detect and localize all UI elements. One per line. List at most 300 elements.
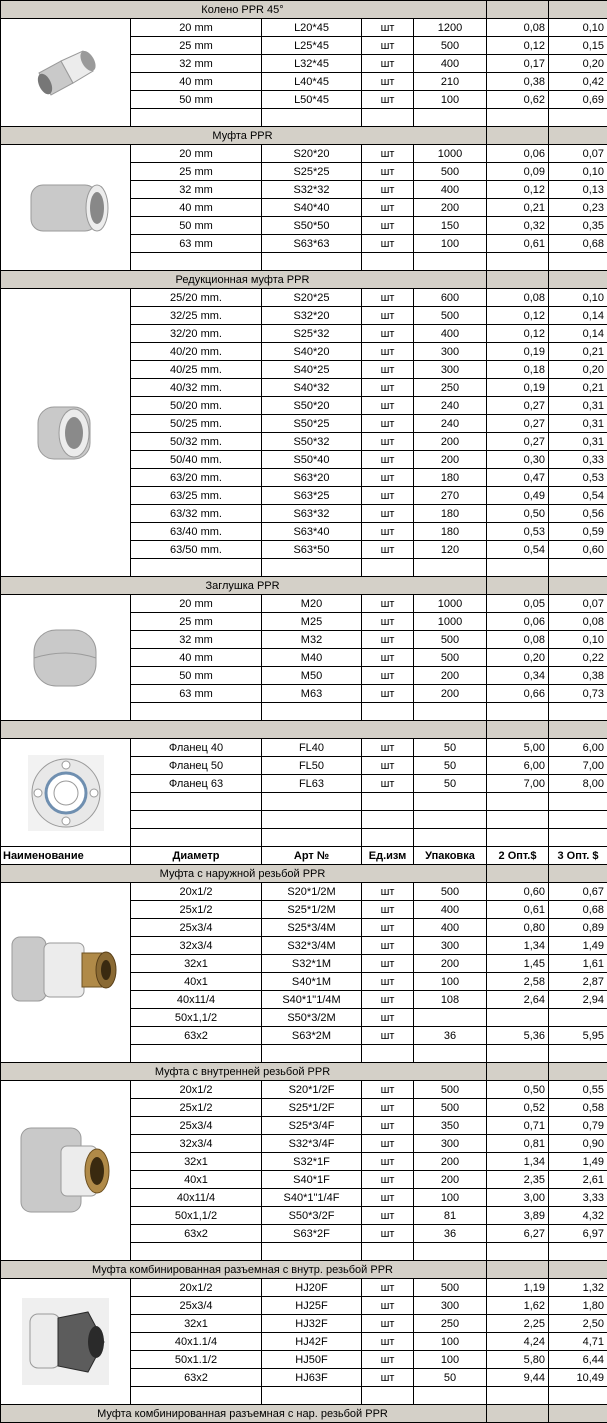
price-opt2-cell: 0,08 (487, 289, 549, 307)
pack-cell: 400 (414, 325, 487, 343)
price-opt3-cell: 0,14 (549, 307, 607, 325)
diameter-cell (131, 253, 262, 271)
empty-cell (549, 865, 607, 883)
pack-cell: 100 (414, 235, 487, 253)
price-opt3-cell: 0,15 (549, 37, 607, 55)
section-title-row (1, 271, 607, 289)
price-opt2-cell: 0,61 (487, 235, 549, 253)
price-opt3-cell: 0,68 (549, 901, 607, 919)
diameter-cell: 40 mm (131, 199, 262, 217)
pack-cell: 50 (414, 739, 487, 757)
price-opt3-cell: 0,31 (549, 415, 607, 433)
pack-cell (414, 811, 487, 829)
section-title: Муфта комбинированная разъемная с нар. резьбой PPR (1, 1405, 487, 1423)
diameter-cell: 40/32 mm. (131, 379, 262, 397)
diameter-cell: Фланец 63 (131, 775, 262, 793)
male-threaded-coupling-icon (1, 883, 131, 1063)
pack-cell: 1000 (414, 613, 487, 631)
price-opt2-cell: 0,61 (487, 901, 549, 919)
price-opt2-cell (487, 1009, 549, 1027)
diameter-cell: 40/20 mm. (131, 343, 262, 361)
diameter-cell: 50/40 mm. (131, 451, 262, 469)
diameter-cell: 20 mm (131, 145, 262, 163)
article-cell: M63 (262, 685, 362, 703)
diameter-cell (131, 793, 262, 811)
pack-cell (414, 1045, 487, 1063)
diameter-cell (131, 559, 262, 577)
pack-cell: 240 (414, 397, 487, 415)
pack-cell: 50 (414, 757, 487, 775)
diameter-cell: 63/20 mm. (131, 469, 262, 487)
price-opt3-cell: 0,79 (549, 1117, 607, 1135)
price-opt2-cell: 2,25 (487, 1315, 549, 1333)
unit-cell: шт (362, 217, 414, 235)
section-title-row (1, 865, 607, 883)
section-title-row (1, 577, 607, 595)
unit-cell: шт (362, 1153, 414, 1171)
price-opt3-cell: 0,38 (549, 667, 607, 685)
price-opt3-cell: 0,73 (549, 685, 607, 703)
article-cell: S50*32 (262, 433, 362, 451)
diameter-cell: 40x11/4 (131, 991, 262, 1009)
price-opt2-cell: 5,80 (487, 1351, 549, 1369)
diameter-cell: 50x1,1/2 (131, 1009, 262, 1027)
article-cell: HJ32F (262, 1315, 362, 1333)
unit-cell: шт (362, 469, 414, 487)
pack-cell: 200 (414, 433, 487, 451)
pack-cell: 500 (414, 1099, 487, 1117)
diameter-cell: 20x1/2 (131, 883, 262, 901)
unit-cell: шт (362, 415, 414, 433)
article-cell: S63*2F (262, 1225, 362, 1243)
article-cell: M20 (262, 595, 362, 613)
unit-cell: шт (362, 91, 414, 109)
price-opt3-cell: 1,49 (549, 1153, 607, 1171)
article-cell: S32*3/4M (262, 937, 362, 955)
price-opt3-cell: 5,95 (549, 1027, 607, 1045)
pack-cell: 100 (414, 1351, 487, 1369)
article-cell (262, 703, 362, 721)
reducing-coupling-icon (1, 289, 131, 577)
section-title: Заглушка PPR (1, 577, 487, 595)
article-cell: S40*40 (262, 199, 362, 217)
unit-cell: шт (362, 775, 414, 793)
price-opt3-cell (549, 703, 607, 721)
article-cell: M50 (262, 667, 362, 685)
price-opt3-cell (549, 829, 607, 847)
pack-cell: 500 (414, 1081, 487, 1099)
pack-cell: 200 (414, 667, 487, 685)
empty-cell (549, 1, 607, 19)
pack-cell: 200 (414, 1171, 487, 1189)
product-row (1, 883, 607, 901)
pack-cell: 200 (414, 451, 487, 469)
pack-cell: 500 (414, 1279, 487, 1297)
price-opt3-cell: 0,21 (549, 343, 607, 361)
unit-cell: шт (362, 1099, 414, 1117)
unit-cell: шт (362, 919, 414, 937)
diameter-cell: 25x3/4 (131, 1297, 262, 1315)
diameter-cell: 63/50 mm. (131, 541, 262, 559)
unit-cell: шт (362, 487, 414, 505)
article-cell: S25*3/4M (262, 919, 362, 937)
unit-cell: шт (362, 1189, 414, 1207)
price-opt3-cell: 0,10 (549, 163, 607, 181)
unit-cell: шт (362, 1369, 414, 1387)
price-opt2-cell: 4,24 (487, 1333, 549, 1351)
price-opt2-cell: 0,80 (487, 919, 549, 937)
price-opt2-cell: 0,47 (487, 469, 549, 487)
price-opt3-cell (549, 109, 607, 127)
unit-cell: шт (362, 883, 414, 901)
article-cell: S40*1"1/4F (262, 1189, 362, 1207)
diameter-cell: 50 mm (131, 217, 262, 235)
pack-cell: 500 (414, 883, 487, 901)
pack-cell: 500 (414, 37, 487, 55)
price-opt2-cell (487, 703, 549, 721)
empty-cell (549, 721, 607, 739)
diameter-cell (131, 811, 262, 829)
diameter-cell: 32x1 (131, 1315, 262, 1333)
price-opt2-cell: 0,30 (487, 451, 549, 469)
diameter-cell (131, 1387, 262, 1405)
pack-cell: 1000 (414, 595, 487, 613)
article-cell: M32 (262, 631, 362, 649)
pack-cell: 600 (414, 289, 487, 307)
pack-cell: 81 (414, 1207, 487, 1225)
price-opt3-cell: 0,54 (549, 487, 607, 505)
unit-cell: шт (362, 1009, 414, 1027)
article-cell: S63*32 (262, 505, 362, 523)
product-row (1, 289, 607, 307)
pack-cell: 150 (414, 217, 487, 235)
price-opt3-cell: 0,07 (549, 145, 607, 163)
section-title-row (1, 1, 607, 19)
price-opt3-cell (549, 253, 607, 271)
price-opt2-cell: 0,53 (487, 523, 549, 541)
article-cell: HJ50F (262, 1351, 362, 1369)
price-opt2-cell: 0,05 (487, 595, 549, 613)
price-opt3-cell: 0,20 (549, 55, 607, 73)
price-opt3-cell: 0,22 (549, 649, 607, 667)
section-title: Колено PPR 45° (1, 1, 487, 19)
price-opt3-cell: 1,49 (549, 937, 607, 955)
unit-cell (362, 1387, 414, 1405)
unit-cell (362, 829, 414, 847)
price-opt2-cell: 0,49 (487, 487, 549, 505)
diameter-cell: 25x1/2 (131, 1099, 262, 1117)
diameter-cell: 25x3/4 (131, 1117, 262, 1135)
price-opt2-cell: 2,58 (487, 973, 549, 991)
pack-cell: 250 (414, 379, 487, 397)
section-title-row (1, 127, 607, 145)
pack-cell: 250 (414, 1315, 487, 1333)
unit-cell: шт (362, 73, 414, 91)
section-title-row (1, 721, 607, 739)
pack-cell: 200 (414, 1153, 487, 1171)
diameter-cell: 20 mm (131, 19, 262, 37)
unit-cell: шт (362, 595, 414, 613)
diameter-cell: 50x1,1/2 (131, 1207, 262, 1225)
article-cell: S40*25 (262, 361, 362, 379)
price-opt2-cell: 0,32 (487, 217, 549, 235)
price-opt2-cell: 6,27 (487, 1225, 549, 1243)
empty-cell (487, 1063, 549, 1081)
diameter-cell: 50/20 mm. (131, 397, 262, 415)
empty-cell (487, 721, 549, 739)
article-cell: S63*2M (262, 1027, 362, 1045)
unit-cell: шт (362, 685, 414, 703)
pack-cell (414, 559, 487, 577)
header-art: Арт № (262, 847, 362, 865)
price-opt3-cell: 0,55 (549, 1081, 607, 1099)
price-opt3-cell: 0,35 (549, 217, 607, 235)
price-opt2-cell: 1,34 (487, 937, 549, 955)
unit-cell (362, 1243, 414, 1261)
diameter-cell: 40x11/4 (131, 1189, 262, 1207)
price-opt3-cell (549, 1243, 607, 1261)
unit-cell: шт (362, 451, 414, 469)
unit-cell: шт (362, 1207, 414, 1225)
price-opt3-cell: 0,53 (549, 469, 607, 487)
unit-cell: шт (362, 1027, 414, 1045)
price-opt2-cell: 3,89 (487, 1207, 549, 1225)
article-cell: S32*1F (262, 1153, 362, 1171)
pack-cell: 36 (414, 1027, 487, 1045)
pack-cell: 300 (414, 361, 487, 379)
diameter-cell: 50/25 mm. (131, 415, 262, 433)
price-opt3-cell: 0,07 (549, 595, 607, 613)
pack-cell: 300 (414, 1135, 487, 1153)
diameter-cell (131, 109, 262, 127)
article-cell: S50*40 (262, 451, 362, 469)
coupling-fitting-icon (1, 145, 131, 271)
unit-cell: шт (362, 757, 414, 775)
pack-cell: 270 (414, 487, 487, 505)
unit-cell: шт (362, 397, 414, 415)
unit-cell: шт (362, 235, 414, 253)
pack-cell: 240 (414, 415, 487, 433)
article-cell: L32*45 (262, 55, 362, 73)
price-opt3-cell: 2,87 (549, 973, 607, 991)
article-cell: S63*63 (262, 235, 362, 253)
header-name: Наименование (1, 847, 131, 865)
diameter-cell: 25 mm (131, 37, 262, 55)
pack-cell: 300 (414, 343, 487, 361)
header-unit: Ед.изм (362, 847, 414, 865)
article-cell: S50*3/2F (262, 1207, 362, 1225)
article-cell: S50*25 (262, 415, 362, 433)
article-cell: S40*1F (262, 1171, 362, 1189)
price-opt3-cell: 6,44 (549, 1351, 607, 1369)
diameter-cell: 50x1.1/2 (131, 1351, 262, 1369)
diameter-cell: 40/25 mm. (131, 361, 262, 379)
price-opt2-cell: 0,12 (487, 325, 549, 343)
diameter-cell: 32x3/4 (131, 937, 262, 955)
article-cell: S40*1M (262, 973, 362, 991)
price-opt2-cell: 3,00 (487, 1189, 549, 1207)
price-opt2-cell: 0,20 (487, 649, 549, 667)
price-opt2-cell: 1,19 (487, 1279, 549, 1297)
empty-cell (549, 1261, 607, 1279)
price-opt3-cell: 0,10 (549, 631, 607, 649)
pack-cell: 50 (414, 1369, 487, 1387)
diameter-cell: 32x1 (131, 955, 262, 973)
price-opt2-cell (487, 811, 549, 829)
unit-cell: шт (362, 973, 414, 991)
price-opt2-cell: 0,06 (487, 613, 549, 631)
price-opt2-cell: 0,12 (487, 181, 549, 199)
unit-cell: шт (362, 667, 414, 685)
article-cell: S50*20 (262, 397, 362, 415)
pack-cell: 300 (414, 937, 487, 955)
price-opt3-cell: 3,33 (549, 1189, 607, 1207)
unit-cell: шт (362, 379, 414, 397)
pack-cell (414, 1243, 487, 1261)
article-cell (262, 109, 362, 127)
pack-cell (414, 829, 487, 847)
pack-cell: 100 (414, 1189, 487, 1207)
unit-cell: шт (362, 19, 414, 37)
price-opt2-cell: 2,64 (487, 991, 549, 1009)
article-cell: HJ42F (262, 1333, 362, 1351)
article-cell: S20*20 (262, 145, 362, 163)
diameter-cell: 25 mm (131, 613, 262, 631)
pack-cell: 400 (414, 55, 487, 73)
diameter-cell: 20 mm (131, 595, 262, 613)
price-opt2-cell: 7,00 (487, 775, 549, 793)
price-opt2-cell (487, 253, 549, 271)
pack-cell (414, 1387, 487, 1405)
article-cell: S40*32 (262, 379, 362, 397)
empty-cell (487, 1, 549, 19)
article-cell: S20*25 (262, 289, 362, 307)
price-opt2-cell (487, 793, 549, 811)
diameter-cell (131, 1243, 262, 1261)
diameter-cell: 25/20 mm. (131, 289, 262, 307)
unit-cell: шт (362, 991, 414, 1009)
price-opt2-cell: 0,38 (487, 73, 549, 91)
pack-cell: 400 (414, 919, 487, 937)
price-opt3-cell (549, 1009, 607, 1027)
unit-cell: шт (362, 1279, 414, 1297)
price-opt2-cell: 6,00 (487, 757, 549, 775)
product-row (1, 1279, 607, 1297)
diameter-cell: 25x1/2 (131, 901, 262, 919)
diameter-cell: 20x1/2 (131, 1081, 262, 1099)
section-title: Муфта PPR (1, 127, 487, 145)
article-cell (262, 1243, 362, 1261)
pack-cell: 500 (414, 649, 487, 667)
diameter-cell: 63 mm (131, 685, 262, 703)
section-title: Редукционная муфта PPR (1, 271, 487, 289)
price-opt3-cell (549, 559, 607, 577)
pack-cell (414, 703, 487, 721)
price-opt2-cell: 0,21 (487, 199, 549, 217)
product-row (1, 739, 607, 757)
diameter-cell: 63x2 (131, 1027, 262, 1045)
pack-cell: 50 (414, 775, 487, 793)
unit-cell (362, 559, 414, 577)
unit-cell: шт (362, 613, 414, 631)
unit-cell (362, 703, 414, 721)
unit-cell (362, 1045, 414, 1063)
article-cell (262, 253, 362, 271)
price-opt3-cell: 0,31 (549, 433, 607, 451)
price-opt2-cell (487, 1243, 549, 1261)
price-opt3-cell (549, 1387, 607, 1405)
price-opt3-cell: 0,42 (549, 73, 607, 91)
article-cell: S25*1/2M (262, 901, 362, 919)
article-cell: HJ25F (262, 1297, 362, 1315)
price-opt2-cell: 0,52 (487, 1099, 549, 1117)
pack-cell: 500 (414, 631, 487, 649)
price-opt2-cell: 0,19 (487, 343, 549, 361)
diameter-cell: Фланец 50 (131, 757, 262, 775)
pack-cell (414, 793, 487, 811)
diameter-cell: 40x1.1/4 (131, 1333, 262, 1351)
article-cell: S32*20 (262, 307, 362, 325)
article-cell (262, 793, 362, 811)
price-opt3-cell: 6,00 (549, 739, 607, 757)
price-opt2-cell: 0,27 (487, 397, 549, 415)
price-opt3-cell: 0,08 (549, 613, 607, 631)
price-opt3-cell: 0,60 (549, 541, 607, 559)
product-row (1, 145, 607, 163)
pack-cell: 350 (414, 1117, 487, 1135)
price-opt3-cell: 0,33 (549, 451, 607, 469)
diameter-cell: 40 mm (131, 649, 262, 667)
price-opt3-cell: 0,68 (549, 235, 607, 253)
diameter-cell (131, 703, 262, 721)
article-cell (262, 829, 362, 847)
diameter-cell: 40 mm (131, 73, 262, 91)
pack-cell: 100 (414, 1333, 487, 1351)
price-opt3-cell: 0,89 (549, 919, 607, 937)
price-opt3-cell: 1,80 (549, 1297, 607, 1315)
unit-cell: шт (362, 1225, 414, 1243)
unit-cell: шт (362, 433, 414, 451)
article-cell (262, 1045, 362, 1063)
article-cell: HJ20F (262, 1279, 362, 1297)
pack-cell: 36 (414, 1225, 487, 1243)
pack-cell: 1200 (414, 19, 487, 37)
pack-cell: 100 (414, 973, 487, 991)
unit-cell: шт (362, 307, 414, 325)
elbow-45-fitting-icon (1, 19, 131, 127)
unit-cell: шт (362, 1315, 414, 1333)
empty-cell (549, 1405, 607, 1423)
price-opt2-cell (487, 829, 549, 847)
article-cell: L20*45 (262, 19, 362, 37)
price-opt3-cell: 4,71 (549, 1333, 607, 1351)
article-cell: FL63 (262, 775, 362, 793)
article-cell (262, 1387, 362, 1405)
product-row (1, 1081, 607, 1099)
article-cell: S32*3/4F (262, 1135, 362, 1153)
price-opt2-cell: 0,17 (487, 55, 549, 73)
price-opt2-cell (487, 559, 549, 577)
price-opt3-cell: 8,00 (549, 775, 607, 793)
price-opt3-cell: 0,10 (549, 19, 607, 37)
empty-cell (487, 865, 549, 883)
product-row (1, 595, 607, 613)
pack-cell: 108 (414, 991, 487, 1009)
pack-cell: 180 (414, 505, 487, 523)
unit-cell: шт (362, 649, 414, 667)
female-threaded-coupling-icon (1, 1081, 131, 1261)
price-opt3-cell: 0,21 (549, 379, 607, 397)
